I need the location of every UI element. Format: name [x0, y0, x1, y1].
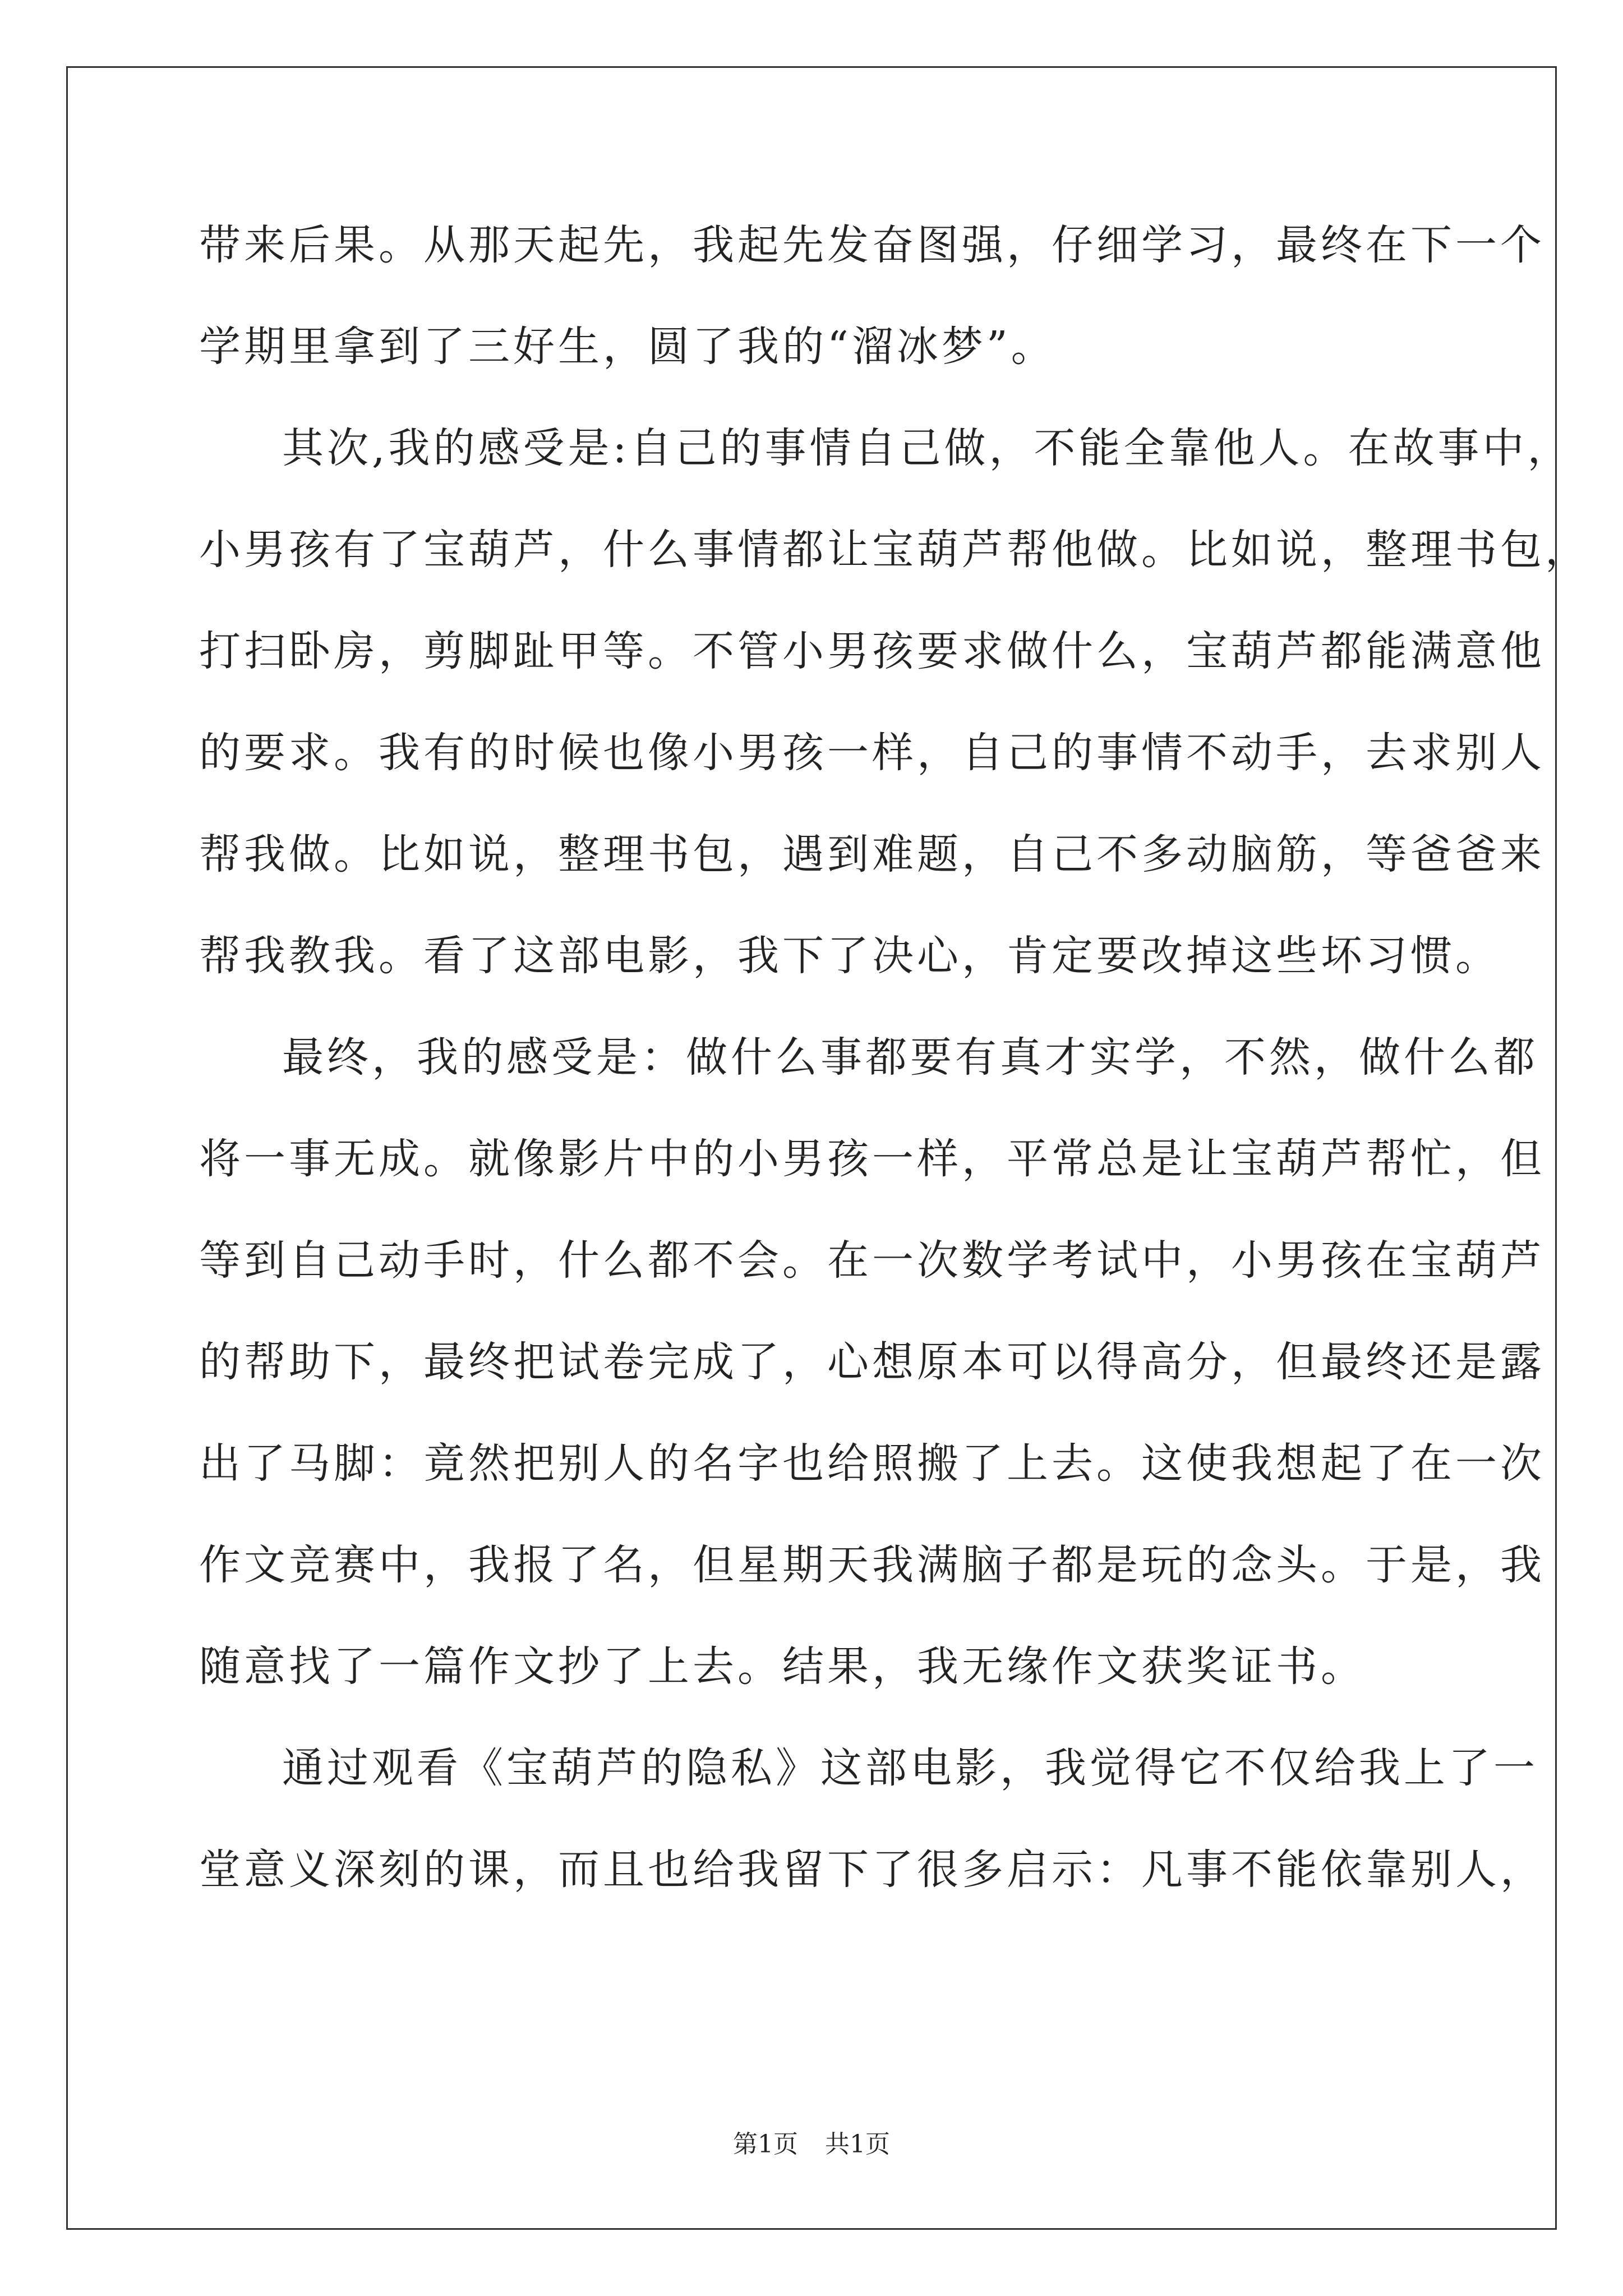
text-line: 帮我做。比如说，整理书包，遇到难题，自己不多动脑筋，等爸爸来 — [199, 830, 1545, 878]
text-line: 帮我教我。看了这部电影，我下了决心，肯定要改掉这些坏习惯。 — [199, 932, 1500, 980]
text-line: 的要求。我有的时候也像小男孩一样，自己的事情不动手，去求别人 — [199, 729, 1545, 777]
text-line: 等到自己动手时，什么都不会。在一次数学考试中，小男孩在宝葫芦 — [199, 1236, 1545, 1285]
text-line: 将一事无成。就像影片中的小男孩一样，平常总是让宝葫芦帮忙，但 — [199, 1135, 1545, 1183]
page-number: 第1页 — [733, 2130, 798, 2159]
text-line: 堂意义深刻的课，而且也给我留下了很多启示：凡事不能依靠别人， — [199, 1846, 1545, 1894]
text-line: 随意找了一篇作文抄了上去。结果，我无缘作文获奖证书。 — [199, 1642, 1366, 1691]
document-body — [199, 218, 1590, 1944]
text-line: 出了马脚：竟然把别人的名字也给照搬了上去。这使我想起了在一次 — [199, 1439, 1545, 1488]
paragraph-start-line: 通过观看《宝葫芦的隐私》这部电影，我觉得它不仅给我上了一 — [282, 1744, 1538, 1792]
paragraph-start-line: 最终，我的感受是：做什么事都要有真才实学，不然，做什么都 — [282, 1033, 1538, 1082]
text-line: 打扫卧房，剪脚趾甲等。不管小男孩要求做什么，宝葫芦都能满意他 — [199, 627, 1545, 675]
page-total: 共1页 — [825, 2130, 890, 2159]
page-footer — [0, 2129, 1623, 2160]
text-line: 带来后果。从那天起先，我起先发奋图强，仔细学习，最终在下一个 — [199, 221, 1545, 269]
text-line: 作文竞赛中，我报了名，但星期天我满脑子都是玩的念头。于是，我 — [199, 1541, 1545, 1589]
text-line: 学期里拿到了三好生，圆了我的“溜冰梦”。 — [199, 323, 1056, 371]
text-line: 小男孩有了宝葫芦，什么事情都让宝葫芦帮他做。比如说，整理书包， — [199, 526, 1590, 574]
paragraph-start-line: 其次,我的感受是:自己的事情自己做，不能全靠他人。在故事中， — [282, 424, 1573, 472]
text-line: 的帮助下，最终把试卷完成了，心想原本可以得高分，但最终还是露 — [199, 1338, 1545, 1386]
